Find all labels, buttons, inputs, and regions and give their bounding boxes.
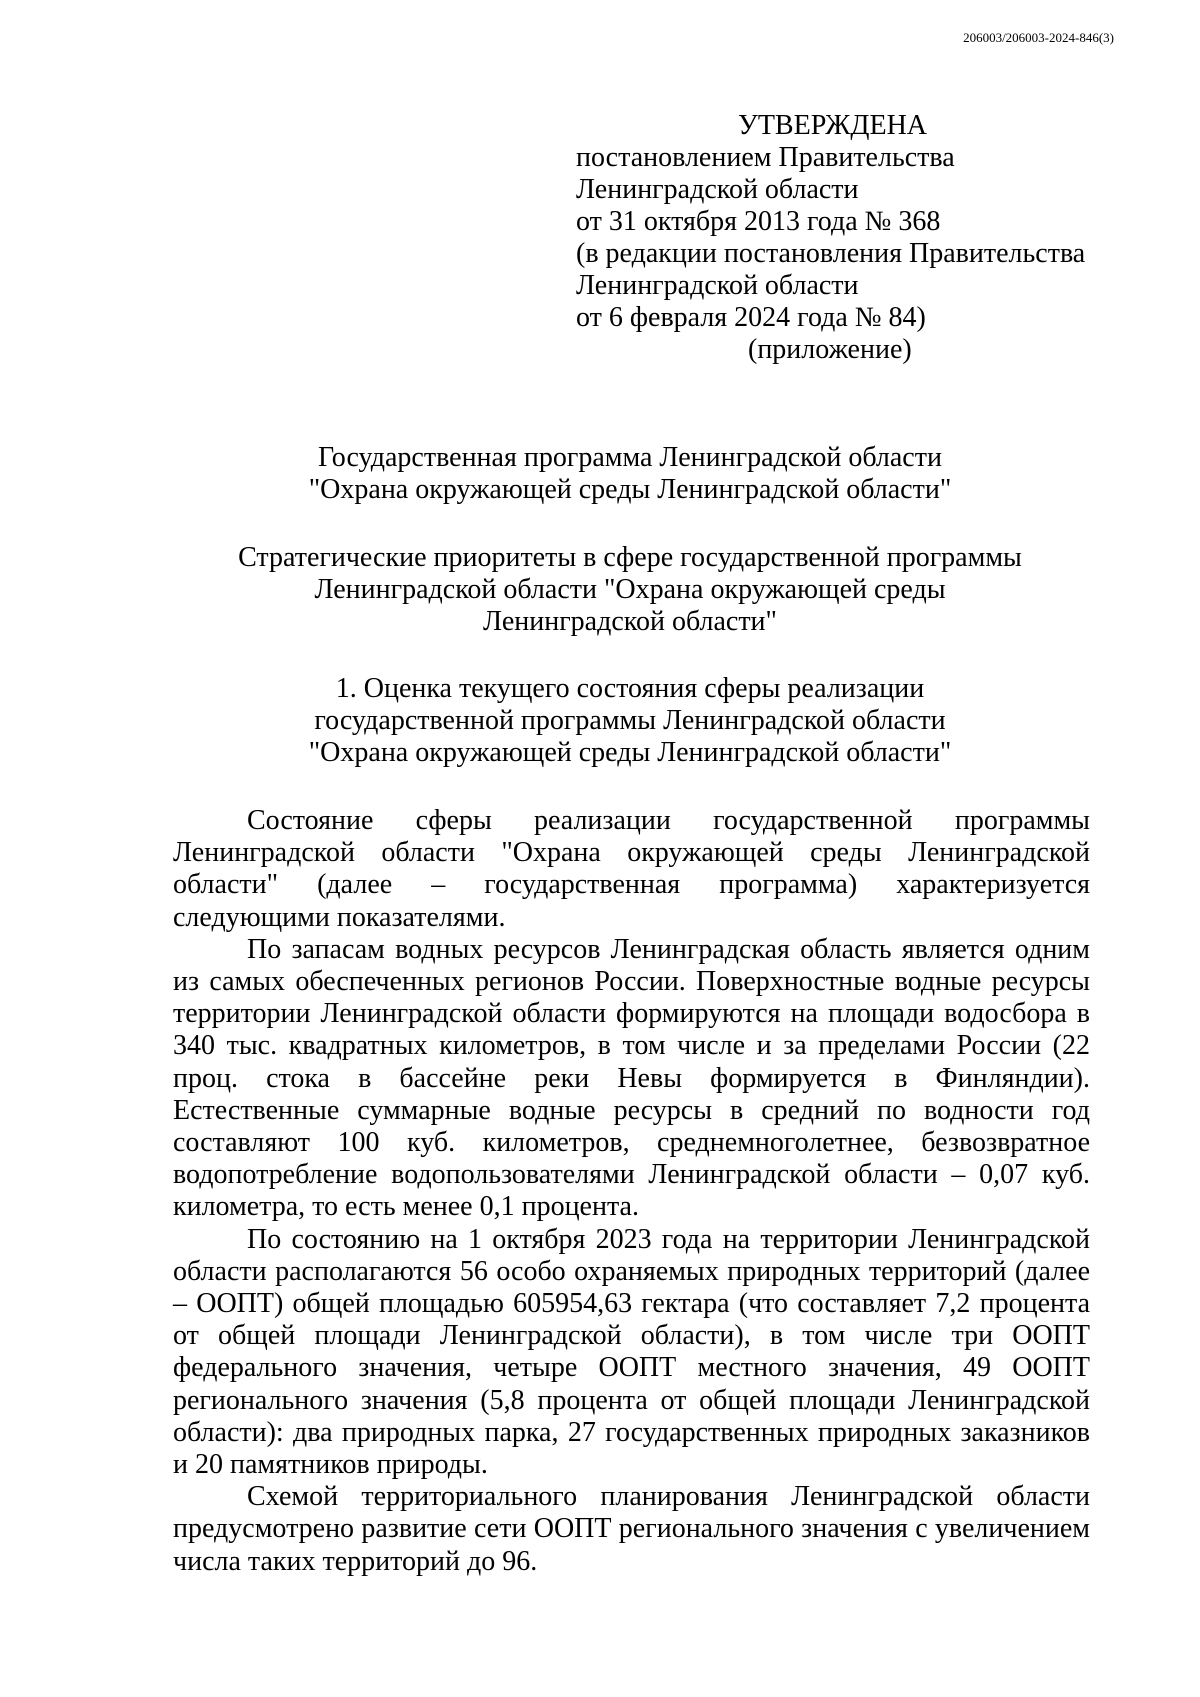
- priorities-title-line: Ленинградской области "Охрана окружающей среды: [314, 574, 946, 605]
- program-title: [170, 442, 1090, 506]
- approval-heading: УТВЕРЖДЕНА: [738, 110, 928, 141]
- paragraph: Схемой территориального планирования Ленинградской области предусмотрено развитие сети ООПТ регионального значения с увеличением числа таких территорий до 96.: [173, 1481, 1090, 1577]
- section-title-line: государственной программы Ленинградской области: [314, 705, 946, 736]
- approval-attachment: (приложение): [748, 334, 912, 365]
- priorities-title-line: Ленинградской области": [483, 606, 777, 637]
- paragraph: По состоянию на 1 октября 2023 года на территории Ленинградской области располагаются 56 особо охраняемых природных территорий (далее – ООПТ) общей площадью 605954,63 гектара (что составляет 7,2 процента от общей площади Ленинградской области), в том числе три ООПТ федерального значения, четыре ООПТ местного значения, 49 ООПТ регионального значения (5,8 процента от общей площади Ленинградской области): два природных парка, 27 государственных природных заказников и 20 памятников природы.: [173, 1223, 1090, 1481]
- approval-line: от 6 февраля 2024 года № 84): [576, 302, 926, 333]
- approval-line: от 31 октября 2013 года № 368: [576, 206, 941, 237]
- approval-stamp: [576, 110, 1116, 366]
- approval-line: постановлением Правительства: [576, 142, 955, 173]
- approval-line: (в редакции постановления Правительства: [576, 238, 1086, 269]
- document-id: 206003/206003-2024-846(3): [963, 30, 1114, 45]
- priorities-title: [170, 542, 1090, 638]
- paragraph: Состояние сферы реализации государственной программы Ленинградской области "Охрана окружающей среды Ленинградской области" (далее – государственная программа) характеризуется следующими показателями.: [173, 805, 1090, 933]
- section-title: [170, 673, 1090, 769]
- paragraph: По запасам водных ресурсов Ленинградская область является одним из самых обеспеченных регионов России. Поверхностные водные ресурсы территории Ленинградской области формируются на площади водосбора в 340 тыс. квадратных километров, в том числе и за пределами России (22 проц. стока в бассейне реки Невы формируется в Финляндии). Естественные суммарные водные ресурсы в средний по водности год составляют 100 куб. километров, среднемноголетнее, безвозвратное водопотребление водопользователями Ленинградской области – 0,07 куб. километра, то есть менее 0,1 процента.: [173, 933, 1090, 1223]
- program-title-line: Государственная программа Ленинградской области: [318, 442, 942, 473]
- approval-line: Ленинградской области: [576, 270, 859, 301]
- section-title-line: "Охрана окружающей среды Ленинградской области": [308, 737, 952, 768]
- section-title-line: 1. Оценка текущего состояния сферы реализации: [335, 673, 925, 704]
- approval-line: Ленинградской области: [576, 174, 859, 205]
- program-title-line: "Охрана окружающей среды Ленинградской области": [308, 474, 952, 505]
- body-text: [173, 805, 1090, 1578]
- priorities-title-line: Стратегические приоритеты в сфере государственной программы: [238, 542, 1022, 573]
